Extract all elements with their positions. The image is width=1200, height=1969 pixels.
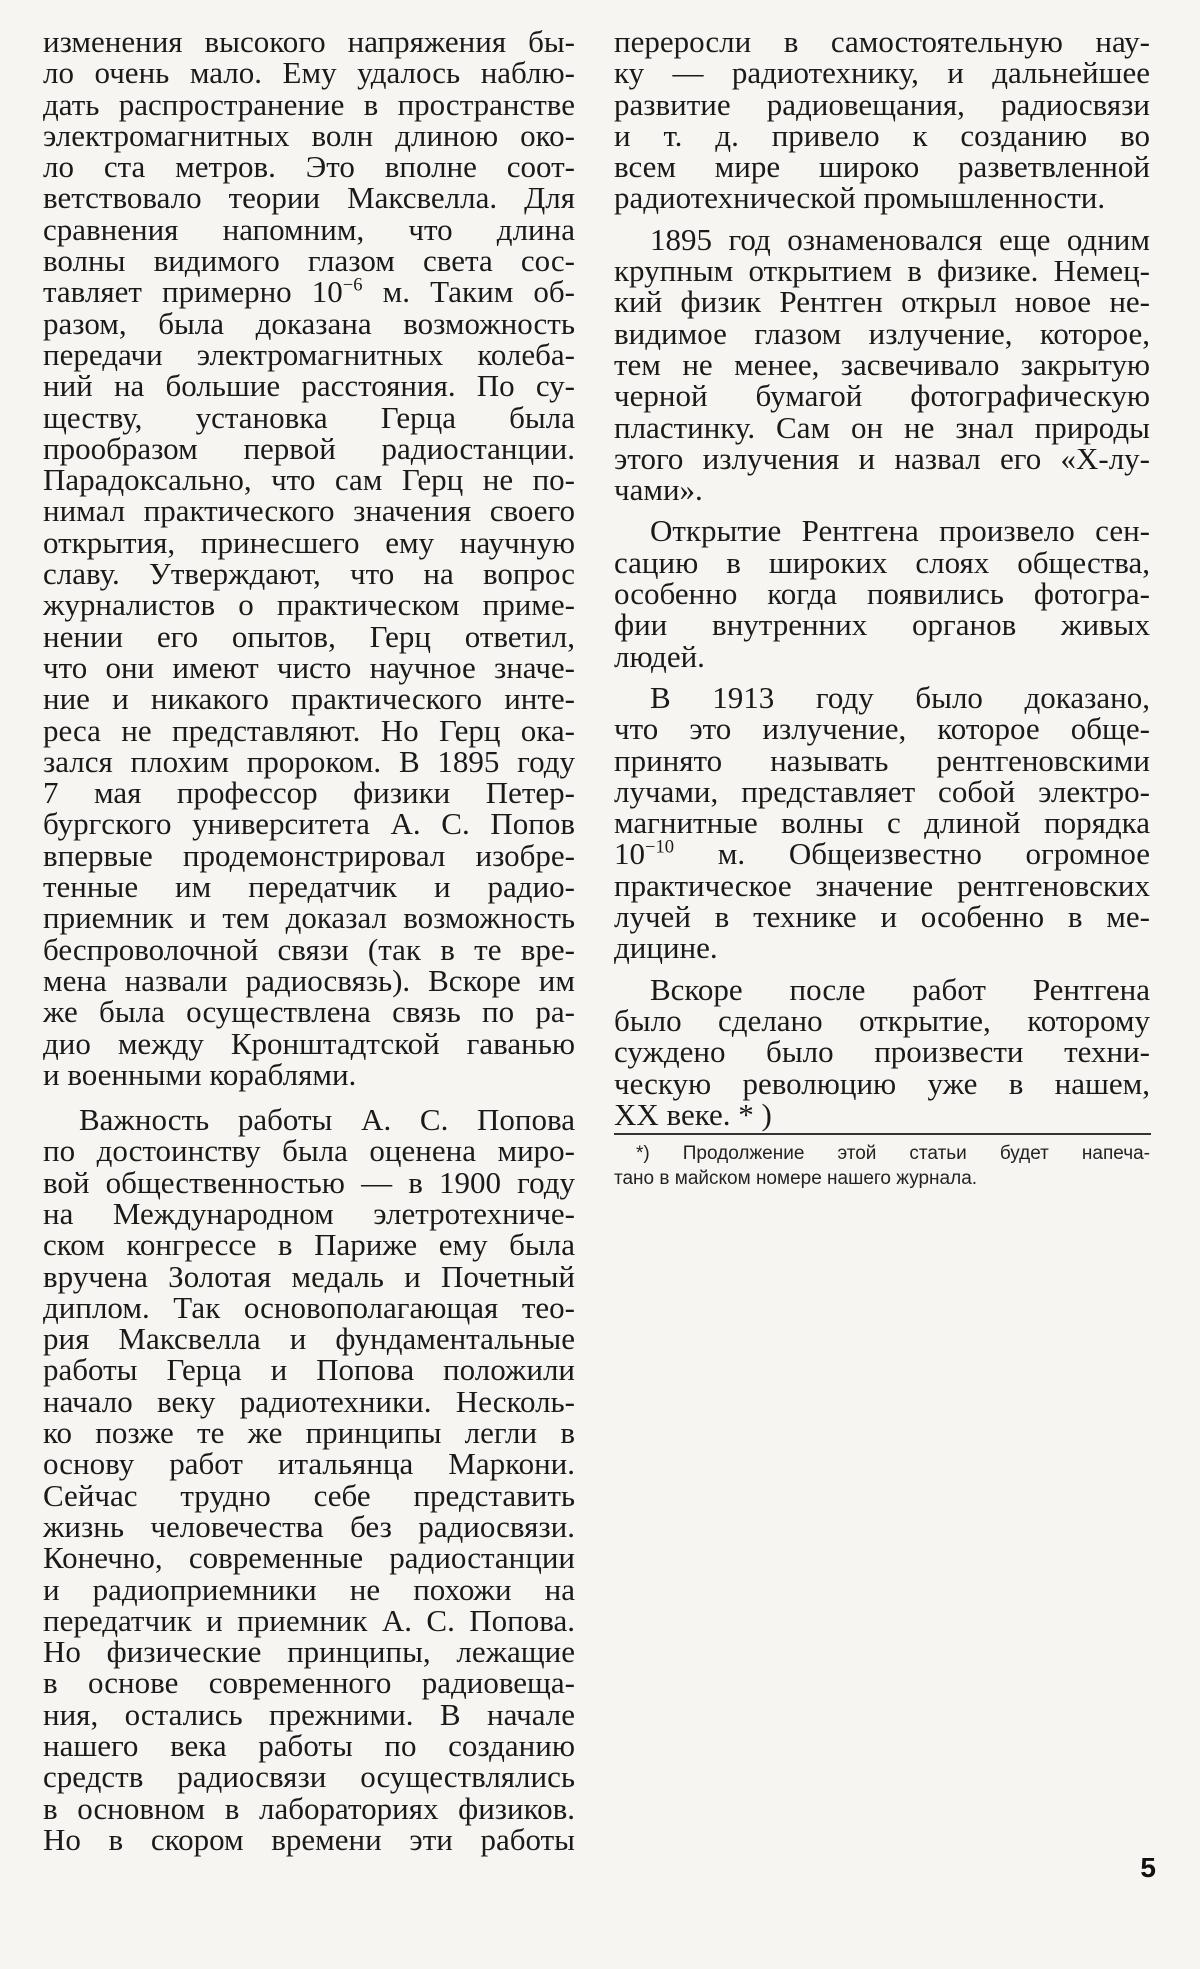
text-line: развитие радиовещания, радиосвязи bbox=[614, 86, 1150, 122]
text-line: вручена Золотая медаль и Почетный bbox=[43, 1258, 575, 1294]
text-line: нении его опытов, Герц ответил, bbox=[43, 618, 575, 654]
text-line: 1895 год ознаменовался еще одним bbox=[650, 221, 1150, 257]
text-line: тенные им передатчик и радио- bbox=[43, 869, 575, 905]
text-line: беспроволочной связи (так в те вре- bbox=[43, 931, 575, 967]
text-line: особенно когда появились фотогра- bbox=[614, 576, 1150, 612]
text-line: крупным открытием в физике. Немец- bbox=[614, 253, 1150, 289]
text-line: переросли в самостоятельную нау- bbox=[614, 24, 1150, 59]
text-line: основу работ итальянца Маркони. bbox=[43, 1446, 575, 1482]
text-line: сравнения напомним, что длина bbox=[43, 211, 575, 247]
text-line: Но в скором времени эти работы bbox=[43, 1821, 575, 1857]
text-line: открытия, принесшего ему научную bbox=[43, 524, 575, 560]
text-line: было сделано открытие, которому bbox=[614, 1002, 1150, 1038]
text-line: в основе современного радиовеща- bbox=[43, 1665, 575, 1701]
text-line: людей. bbox=[614, 638, 705, 674]
text-line: работы Герца и Попова положили bbox=[43, 1352, 575, 1388]
right-column bbox=[614, 26, 1150, 1140]
paragraph-popov bbox=[43, 1104, 575, 1855]
text-line: прообразом первой радиостанции. bbox=[43, 430, 575, 466]
text-line: бургского университета А. С. Попов bbox=[43, 806, 575, 842]
text-line: ние и никакого практического инте- bbox=[43, 681, 575, 717]
text-line-with-exponent bbox=[43, 274, 575, 310]
footnote-divider bbox=[614, 1133, 1151, 1135]
text-line: пластинку. Сам он не знал природы bbox=[614, 409, 1150, 445]
text-line: ло очень мало. Ему удалось наблю- bbox=[43, 55, 575, 91]
text-line: ний на большие расстояния. По су- bbox=[43, 368, 575, 404]
page-number: 5 bbox=[1140, 1852, 1156, 1883]
text-line: и т. д. привело к созданию во bbox=[614, 117, 1150, 153]
text-line: журналистов о практическом приме- bbox=[43, 587, 575, 623]
text-line: на Международном элетротехниче- bbox=[43, 1195, 575, 1231]
text-line: дицине. bbox=[614, 930, 718, 966]
paragraph-revolution bbox=[614, 971, 1150, 1132]
text-line: средств радиосвязи осуществлялись bbox=[43, 1759, 575, 1795]
paragraph-1913 bbox=[614, 679, 1150, 966]
text-line-end: м. Общеизвестно огромное bbox=[674, 836, 1150, 872]
text-line: разом, была доказана возможность bbox=[43, 305, 575, 341]
text-line: рия Максвелла и фундаментальные bbox=[43, 1321, 575, 1357]
text-line: ществу, установка Герца была bbox=[43, 399, 575, 435]
text-line: ку — радиотехнику, и дальнейшее bbox=[614, 55, 1150, 91]
text-line: Важность работы А. С. Попова bbox=[79, 1102, 575, 1138]
text-line: фии внутренних органов живых bbox=[614, 607, 1150, 643]
text-line-with-exponent bbox=[614, 836, 1150, 872]
text-line: передачи электромагнитных колеба- bbox=[43, 336, 575, 372]
text-line: дать распространение в пространстве bbox=[43, 86, 575, 122]
text-line: же была осуществлена связь по ра- bbox=[43, 994, 575, 1030]
text-line: ческую революцию уже в нашем, bbox=[614, 1065, 1150, 1101]
text-line: радиотехнической промышленности. bbox=[614, 180, 1106, 216]
text-line: сацию в широких слоях общества, bbox=[614, 544, 1150, 580]
exponent: −10 bbox=[645, 837, 675, 859]
footnote-line: тано в майском номере нашего журнала. bbox=[614, 1168, 978, 1189]
footnote-line: *) Продолжение этой статьи будет напеча- bbox=[636, 1143, 1150, 1164]
text-line: приемник и тем доказал возможность bbox=[43, 900, 575, 936]
text-line: жизнь человечества без радиосвязи. bbox=[43, 1508, 575, 1544]
footnote bbox=[614, 1141, 1150, 1191]
text-line: реса не представляют. Но Герц ока- bbox=[43, 712, 575, 748]
text-line: мена назвали радиосвязь). Вскоре им bbox=[43, 962, 575, 998]
text-line: нашего века работы по созданию bbox=[43, 1728, 575, 1764]
text-line: Но физические принципы, лежащие bbox=[43, 1634, 575, 1670]
text-line: Парадоксально, что сам Герц не по- bbox=[43, 462, 575, 498]
paragraph-radio-industry bbox=[614, 26, 1150, 214]
text-line: и военными кораблями. bbox=[43, 1056, 357, 1092]
text-line: кий физик Рентген открыл новое не- bbox=[614, 284, 1150, 320]
paragraph-sensation bbox=[614, 513, 1150, 674]
text-line: Вскоре после работ Рентгена bbox=[650, 971, 1150, 1007]
text-line: Конечно, современные радиостанции bbox=[43, 1540, 575, 1576]
paragraph-roentgen-discovery bbox=[614, 221, 1150, 508]
text-line: лучей в технике и особенно в ме- bbox=[614, 899, 1150, 935]
text-line-end: м. Таким об- bbox=[362, 274, 575, 310]
text-line: чами». bbox=[614, 472, 703, 508]
text-line: изменения высокого напряжения бы- bbox=[43, 24, 575, 59]
text-line: что это излучение, которое обще- bbox=[614, 711, 1150, 747]
text-line: суждено было произвести техни- bbox=[614, 1034, 1150, 1070]
text-line-start: 10 bbox=[614, 836, 645, 872]
text-line: ния, остались прежними. В начале bbox=[43, 1696, 575, 1732]
text-line: и радиоприемники не похожи на bbox=[43, 1571, 575, 1607]
text-line: видимое глазом излучение, которое, bbox=[614, 315, 1150, 351]
text-line: ко позже те же принципы легли в bbox=[43, 1415, 575, 1451]
text-line: ветствовало теории Максвелла. Для bbox=[43, 180, 575, 216]
text-line: дио между Кронштадтской гаванью bbox=[43, 1025, 575, 1061]
text-line: зался плохим пророком. В 1895 году bbox=[43, 743, 575, 779]
text-line: ло ста метров. Это вполне соот- bbox=[43, 149, 575, 185]
text-line: волны видимого глазом света сос- bbox=[43, 243, 575, 279]
text-line: практическое значение рентгеновских bbox=[614, 867, 1150, 903]
paragraph-hertz bbox=[43, 26, 575, 1090]
text-line: лучами, представляет собой электро- bbox=[614, 773, 1150, 809]
text-line: электромагнитных волн длиною око- bbox=[43, 117, 575, 153]
text-line: по достоинству была оценена миро- bbox=[43, 1133, 575, 1169]
text-line: В 1913 году было доказано, bbox=[650, 679, 1150, 715]
text-line: впервые продемонстрировал изобре- bbox=[43, 837, 575, 873]
text-line: диплом. Так основополагающая тео- bbox=[43, 1289, 575, 1325]
text-line: вой общественностью — в 1900 году bbox=[43, 1164, 575, 1200]
text-line: тем не менее, засвечивало закрытую bbox=[614, 346, 1150, 382]
text-line: магнитные волны с длиной порядка bbox=[614, 805, 1150, 841]
text-line: нимал практического значения своего bbox=[43, 493, 575, 529]
text-line: начало веку радиотехники. Несколь- bbox=[43, 1383, 575, 1419]
text-line: XX веке. * ) bbox=[614, 1096, 772, 1132]
left-column bbox=[43, 26, 575, 1869]
text-line: передатчик и приемник А. С. Попова. bbox=[43, 1602, 575, 1638]
text-line: черной бумагой фотографическую bbox=[614, 378, 1150, 414]
text-line: что они имеют чисто научное значе- bbox=[43, 649, 575, 685]
text-line: славу. Утверждают, что на вопрос bbox=[43, 556, 575, 592]
text-line: ском конгрессе в Париже ему была bbox=[43, 1227, 575, 1263]
text-line: этого излучения и назвал его «Х-лу- bbox=[614, 440, 1150, 476]
text-line-start: тавляет примерно 10 bbox=[43, 274, 343, 310]
text-line: всем мире широко разветвленной bbox=[614, 149, 1150, 185]
text-line: Сейчас трудно себе представить bbox=[43, 1477, 575, 1513]
text-line: принято называть рентгеновскими bbox=[614, 742, 1150, 778]
text-line: в основном в лабораториях физиков. bbox=[43, 1790, 575, 1826]
exponent: −6 bbox=[342, 275, 363, 297]
text-line: Открытие Рентгена произвело сен- bbox=[650, 513, 1150, 549]
text-line: 7 мая профессор физики Петер- bbox=[43, 775, 575, 811]
